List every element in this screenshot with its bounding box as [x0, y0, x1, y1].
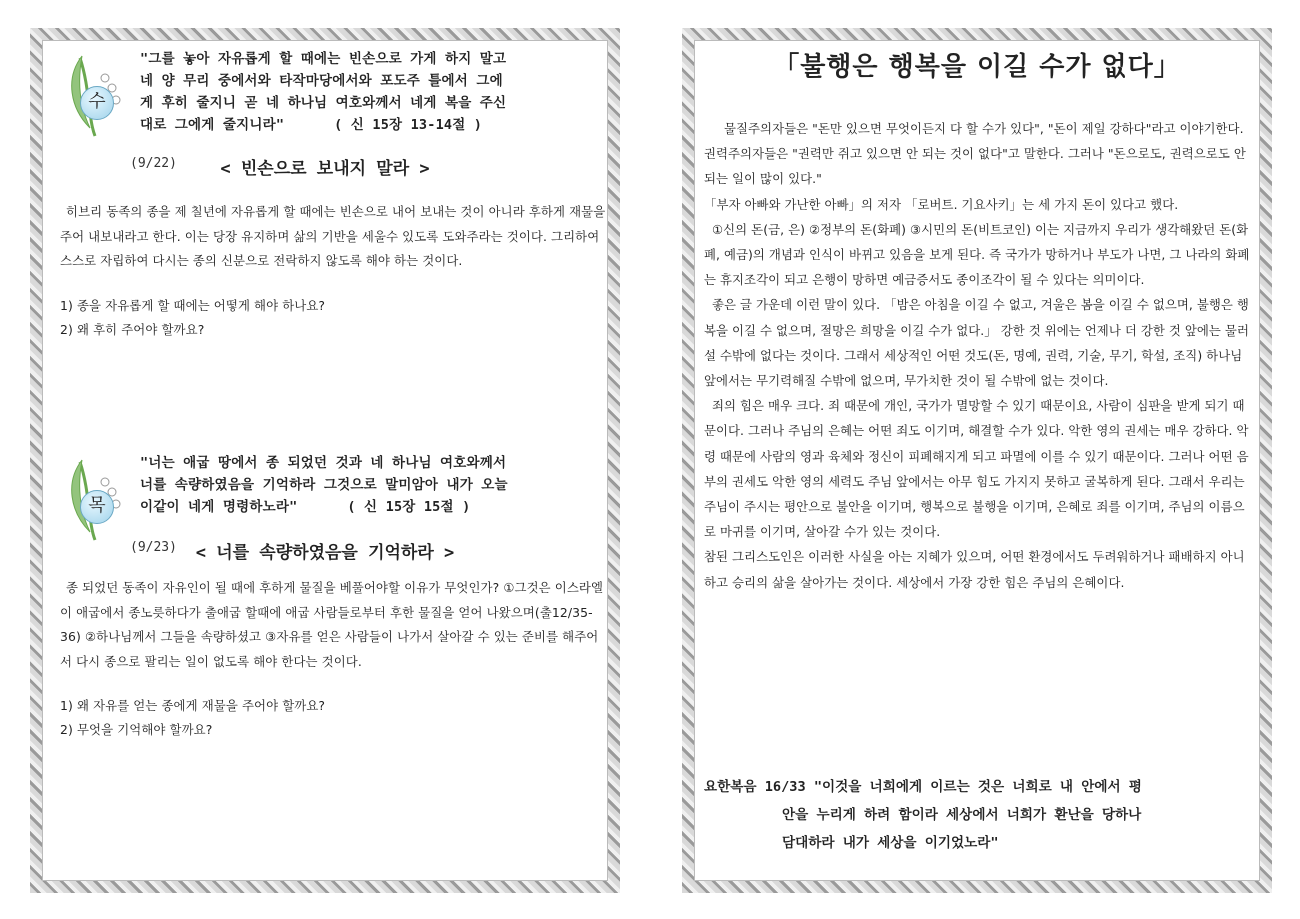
quote-line: 담대하라 내가 세상을 이기었노라"	[782, 835, 999, 851]
verse-block-thursday	[60, 452, 600, 552]
body-text: 히브리 동족의 종을 제 칠년에 자유롭게 할 때에는 빈손으로 내어 보내는 것이 아니라 후하게 재물을 주어 내보내라고 한다. 이는 당장 유지하며 삶의 기반을 세울수 있도록 도와주라는 것이다. 그리하여 스스로 자립하여 다시는 종의 신분으로 전락하지 않도록 해야 하는 것이다.	[60, 204, 606, 268]
quote-line: 안을 누리게 하려 함이라 세상에서 너희가 환난을 당하나	[782, 807, 1142, 823]
question-2: 2) 무엇을 기억해야 할까요?	[60, 722, 213, 737]
paragraph: 좋은 글 가운데 이런 말이 있다. 「밤은 아침을 이길 수 없고, 겨울은 봄을 이길 수 없으며, 불행은 행복을 이길 수 없으며, 절망은 희망을 이길 수가 없다.」 강한 것 위에는 언제나 더 강한 것 앞에는 물러 설 수밖에 없다는 것이다. 그래서 세상적인 어떤 것도(돈, 명예, 권력, 기술, 무기, 학설, 조직) 하나님 앞에서는 무기력해질 수밖에 없으며, 무가치한 것이 될 수밖에 없는 것이다.	[704, 297, 1249, 389]
left-page	[30, 28, 620, 893]
body-text: 종 되었던 동족이 자유인이 될 때에 후하게 물질을 베풀어야할 이유가 무엇인가? ①그것은 이스라엘이 애굽에서 종노릇하다가 출애굽 할때에 애굽 사람들로부터 후한 물질을 얻어 나왔으며(출12/35-36) ②하나님께서 그들을 속량하셨고 ③자유를 얻은 사람들이 나가서 살아갈 수 있는 준비를 해주어서 다시 종으로 팔리는 일이 없도록 해야 한다는 것이다.	[60, 580, 604, 669]
paragraph: ①신의 돈(금, 은) ②정부의 돈(화폐) ③시민의 돈(비트코인) 이는 지금까지 우리가 생각해왔던 돈(화폐, 예금)의 개념과 인식이 바뀌고 있음을 보게 된다. 즉 국가가 망하거나 부도가 나면, 그 나라의 화폐는 휴지조각이 되고 은행이 망하면 예금증서도 종이조각이 될 수 있다는 의미이다.	[704, 221, 1250, 288]
verse-block-wednesday	[60, 48, 600, 148]
paragraph: 죄의 힘은 매우 크다. 죄 때문에 개인, 국가가 멸망할 수 있기 때문이요, 사람이 심판을 받게 되기 때문이다. 그러나 주님의 은혜는 어떤 죄도 이기며, 해결할 수가 있다. 악한 영의 권세는 매우 강하다. 악령 때문에 사람의 영과 육체와 정신이 피폐해지게 되고 파멸에 이를 수 있기 때문이다. 그러나 어떤 음부의 권세도 악한 영의 세력도 주님 앞에서는 아무 힘도 가지지 못하고 굴복하게 된다. 그래서 우리는 주님이 주시는 평안으로 불안을 이기며, 행복으로 불행을 이기며, 은혜로 죄를 이기며, 주님의 이름으로 마귀를 이기며, 살아갈 수가 있는 것이다.	[704, 398, 1249, 540]
paragraph: 물질주의자들은 "돈만 있으면 무엇이든지 다 할 수가 있다", "돈이 제일 강하다"라고 이야기한다. 권력주의자들은 "권력만 쥐고 있으면 안 되는 것이 없다"고 말한다. 그러나 "돈으로도, 권력으로도 안되는 일이 많이 있다."	[704, 121, 1246, 187]
day-badge: 수	[80, 86, 114, 120]
lily-badge	[60, 452, 130, 542]
quote-reference: 요한복음 16/33	[704, 779, 806, 795]
page-title: 「불행은 행복을 이길 수가 없다」	[773, 52, 1181, 82]
paragraph: 「부자 아빠와 가난한 아빠」의 저자 「로버트. 기요사키」는 세 가지 돈이 있다고 했다.	[704, 196, 1179, 212]
question-2: 2) 왜 후히 주어야 할까요?	[60, 321, 205, 337]
section-date: (9/22)	[130, 156, 177, 171]
right-page	[682, 28, 1272, 893]
question-1: 1) 왜 자유를 얻는 종에게 재물을 주어야 할까요?	[60, 698, 326, 713]
quote-line: "이것을 너희에게 이르는 것은 너희로 내 안에서 평	[813, 779, 1142, 795]
lily-badge	[60, 48, 130, 138]
section-title: < 빈손으로 보내지 말라 >	[220, 159, 430, 179]
verse-reference: ( 신 15장 13-14절 )	[334, 117, 483, 133]
section-heading-1	[30, 154, 620, 179]
section-heading-2	[30, 538, 620, 563]
scripture-quote	[704, 773, 1254, 857]
section-body-2	[60, 576, 610, 742]
article-body	[704, 116, 1254, 595]
verse-reference: ( 신 15장 15절 )	[347, 499, 471, 515]
verse-text: "그를 놓아 자유롭게 할 때에는 빈손으로 가게 하지 말고 네 양 무리 중에서와 타작마당에서와 포도주 틀에서 그에 게 후히 줄지니 곧 네 하나님 여호와께서 네게 복을 주신 대로 그에게 줄지니라" ( 신 15장 13-14절 )	[140, 51, 507, 133]
day-badge: 목	[80, 490, 114, 524]
section-title: < 너를 속량하였음을 기억하라 >	[195, 543, 455, 563]
section-date: (9/23)	[130, 540, 177, 555]
verse-text: "너는 애굽 땅에서 종 되었던 것과 네 하나님 여호와께서 너를 속량하였음을 기억하라 그것으로 말미암아 내가 오늘 이같이 네게 명령하노라" ( 신 15장 15절 )	[140, 455, 508, 515]
question-1: 1) 종을 자유롭게 할 때에는 어떻게 해야 하나요?	[60, 297, 326, 313]
paragraph: 참된 그리스도인은 이러한 사실을 아는 지혜가 있으며, 어떤 환경에서도 두려워하거나 패배하지 아니하고 승리의 삶을 살아가는 것이다. 세상에서 가장 강한 힘은 주님의 은혜이다.	[704, 549, 1245, 590]
section-body-1	[60, 200, 610, 342]
